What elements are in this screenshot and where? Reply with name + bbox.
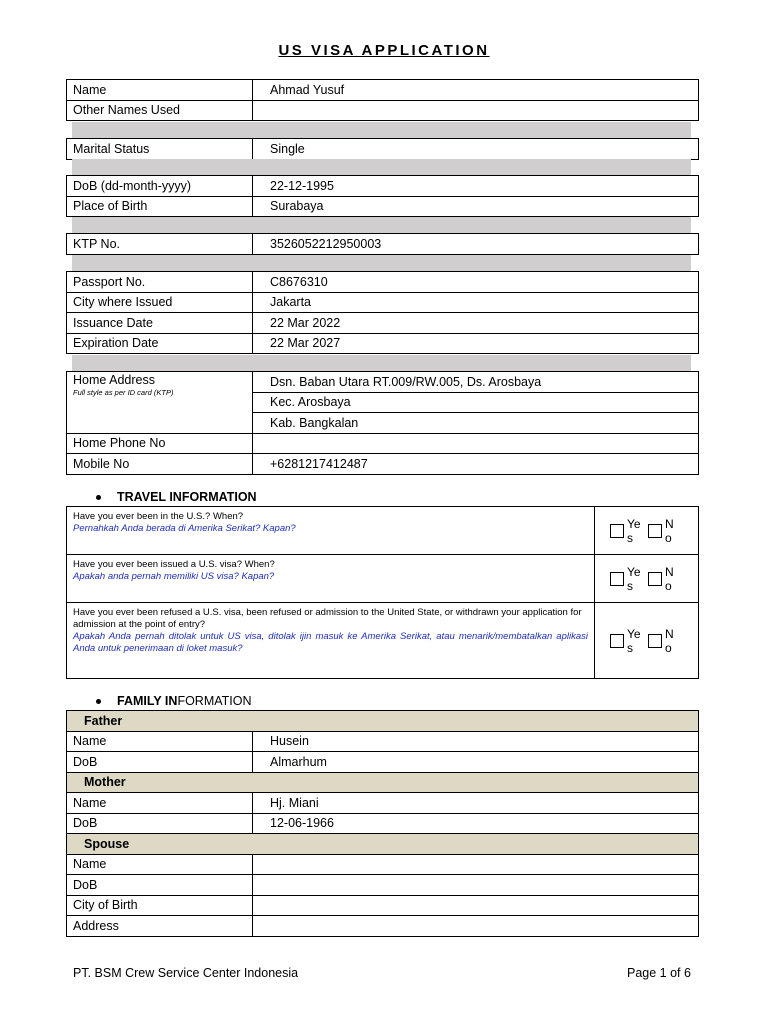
section-separator bbox=[72, 355, 691, 371]
name-value[interactable]: Ahmad Yusuf bbox=[253, 80, 699, 101]
name-table bbox=[66, 79, 699, 121]
section-separator bbox=[72, 159, 691, 175]
question-en: Have you ever been refused a U.S. visa, been refused or admission to the United State, or withdrawn your application for admission at the point of entry? bbox=[73, 607, 582, 630]
yes-checkbox[interactable] bbox=[610, 634, 624, 648]
place-of-birth-value[interactable]: Surabaya bbox=[253, 196, 699, 217]
table-row bbox=[67, 333, 699, 354]
travel-question-2 bbox=[67, 555, 595, 603]
footer-page-number: Page 1 of 6 bbox=[627, 966, 691, 980]
yes-checkbox[interactable] bbox=[610, 572, 624, 586]
no-checkbox[interactable] bbox=[648, 572, 662, 586]
city-issued-value[interactable]: Jakarta bbox=[253, 292, 699, 313]
answer-cell bbox=[595, 507, 699, 555]
table-row bbox=[67, 834, 699, 855]
birth-table bbox=[66, 175, 699, 217]
other-names-label: Other Names Used bbox=[67, 100, 253, 121]
table-row bbox=[67, 139, 699, 160]
table-row bbox=[67, 793, 699, 814]
yes-label: Yes bbox=[627, 626, 641, 655]
page-title: US VISA APPLICATION bbox=[278, 42, 490, 59]
no-checkbox[interactable] bbox=[648, 634, 662, 648]
yes-label: Yes bbox=[627, 564, 641, 593]
section-separator bbox=[72, 122, 691, 138]
ktp-label: KTP No. bbox=[67, 234, 253, 255]
spouse-group-header: Spouse bbox=[67, 834, 699, 855]
table-row bbox=[67, 603, 699, 679]
contact-table bbox=[66, 371, 699, 475]
travel-question-1 bbox=[67, 507, 595, 555]
address-line-3[interactable]: Kab. Bangkalan bbox=[253, 413, 699, 434]
passport-table bbox=[66, 271, 699, 354]
home-address-label-cell bbox=[67, 372, 253, 434]
passport-label: Passport No. bbox=[67, 272, 253, 293]
address-line-2[interactable]: Kec. Arosbaya bbox=[253, 392, 699, 413]
table-row bbox=[67, 272, 699, 293]
no-checkbox[interactable] bbox=[648, 524, 662, 538]
name-label: Name bbox=[67, 80, 253, 101]
place-of-birth-label: Place of Birth bbox=[67, 196, 253, 217]
father-group-header: Father bbox=[67, 711, 699, 732]
father-name-label: Name bbox=[67, 731, 253, 752]
table-row bbox=[67, 507, 699, 555]
issuance-date-label: Issuance Date bbox=[67, 313, 253, 334]
question-en: Have you ever been in the U.S.? When? bbox=[73, 511, 244, 522]
table-row bbox=[67, 80, 699, 101]
footer-company: PT. BSM Crew Service Center Indonesia bbox=[73, 966, 299, 980]
spouse-city-value[interactable] bbox=[253, 895, 699, 916]
table-row bbox=[67, 176, 699, 197]
table-row bbox=[67, 292, 699, 313]
father-name-value[interactable]: Husein bbox=[253, 731, 699, 752]
father-dob-value[interactable]: Almarhum bbox=[253, 752, 699, 773]
table-row bbox=[67, 875, 699, 896]
ktp-table bbox=[66, 233, 699, 255]
yes-checkbox[interactable] bbox=[610, 524, 624, 538]
no-label: No bbox=[665, 516, 674, 545]
table-row bbox=[67, 731, 699, 752]
family-table bbox=[66, 710, 699, 937]
spouse-name-label: Name bbox=[67, 854, 253, 875]
yes-label: Yes bbox=[627, 516, 641, 545]
travel-table bbox=[66, 506, 699, 679]
table-row bbox=[67, 454, 699, 475]
bullet-icon bbox=[96, 699, 101, 704]
mother-dob-value[interactable]: 12-06-1966 bbox=[253, 813, 699, 834]
family-heading: FAMILY INFORMATION bbox=[96, 694, 252, 708]
home-phone-value[interactable] bbox=[253, 433, 699, 454]
home-address-label: Home Address bbox=[73, 373, 155, 387]
table-row bbox=[67, 772, 699, 793]
table-row bbox=[67, 372, 699, 393]
father-dob-label: DoB bbox=[67, 752, 253, 773]
home-address-note: Full style as per ID card (KTP) bbox=[73, 388, 174, 397]
table-row bbox=[67, 313, 699, 334]
city-issued-label: City where Issued bbox=[67, 292, 253, 313]
table-row bbox=[67, 813, 699, 834]
table-row bbox=[67, 433, 699, 454]
mobile-label: Mobile No bbox=[67, 454, 253, 475]
question-id: Pernahkah Anda berada di Amerika Serikat? Kapan? bbox=[73, 523, 296, 534]
mother-dob-label: DoB bbox=[67, 813, 253, 834]
table-row bbox=[67, 895, 699, 916]
home-phone-label: Home Phone No bbox=[67, 433, 253, 454]
marital-status-label: Marital Status bbox=[67, 139, 253, 160]
issuance-date-value[interactable]: 22 Mar 2022 bbox=[253, 313, 699, 334]
bullet-icon bbox=[96, 495, 101, 500]
section-separator bbox=[72, 217, 691, 233]
mother-name-label: Name bbox=[67, 793, 253, 814]
answer-cell bbox=[595, 555, 699, 603]
question-id: Apakah anda pernah memiliki US visa? Kapan? bbox=[73, 571, 275, 582]
spouse-dob-label: DoB bbox=[67, 875, 253, 896]
marital-table bbox=[66, 138, 699, 160]
expiration-date-label: Expiration Date bbox=[67, 333, 253, 354]
table-row bbox=[67, 916, 699, 937]
question-id: Apakah Anda pernah ditolak untuk US visa, ditolak ijin masuk ke Amerika Serikat, atau menarik/membatalkan aplikasi Anda untuk penerimaan di loket masuk? bbox=[73, 631, 588, 654]
mother-group-header: Mother bbox=[67, 772, 699, 793]
spouse-address-label: Address bbox=[67, 916, 253, 937]
table-row bbox=[67, 854, 699, 875]
ktp-value[interactable]: 3526052212950003 bbox=[253, 234, 699, 255]
table-row bbox=[67, 555, 699, 603]
passport-value[interactable]: C8676310 bbox=[253, 272, 699, 293]
dob-value[interactable]: 22-12-1995 bbox=[253, 176, 699, 197]
table-row bbox=[67, 234, 699, 255]
question-en: Have you ever been issued a U.S. visa? When? bbox=[73, 559, 275, 570]
spouse-address-value[interactable] bbox=[253, 916, 699, 937]
spouse-name-value[interactable] bbox=[253, 854, 699, 875]
table-row bbox=[67, 711, 699, 732]
dob-label: DoB (dd-month-yyyy) bbox=[67, 176, 253, 197]
other-names-value[interactable] bbox=[253, 100, 699, 121]
mother-name-value[interactable]: Hj. Miani bbox=[253, 793, 699, 814]
section-separator bbox=[72, 255, 691, 271]
table-row bbox=[67, 752, 699, 773]
table-row bbox=[67, 100, 699, 121]
address-line-1[interactable]: Dsn. Baban Utara RT.009/RW.005, Ds. Arosbaya bbox=[253, 372, 699, 393]
spouse-city-label: City of Birth bbox=[67, 895, 253, 916]
mobile-value[interactable]: +6281217412487 bbox=[253, 454, 699, 475]
spouse-dob-value[interactable] bbox=[253, 875, 699, 896]
travel-heading: TRAVEL INFORMATION bbox=[96, 490, 257, 504]
no-label: No bbox=[665, 564, 674, 593]
table-row bbox=[67, 196, 699, 217]
expiration-date-value[interactable]: 22 Mar 2027 bbox=[253, 333, 699, 354]
travel-question-3 bbox=[67, 603, 595, 679]
no-label: No bbox=[665, 626, 674, 655]
answer-cell bbox=[595, 603, 699, 679]
marital-status-value[interactable]: Single bbox=[253, 139, 699, 160]
